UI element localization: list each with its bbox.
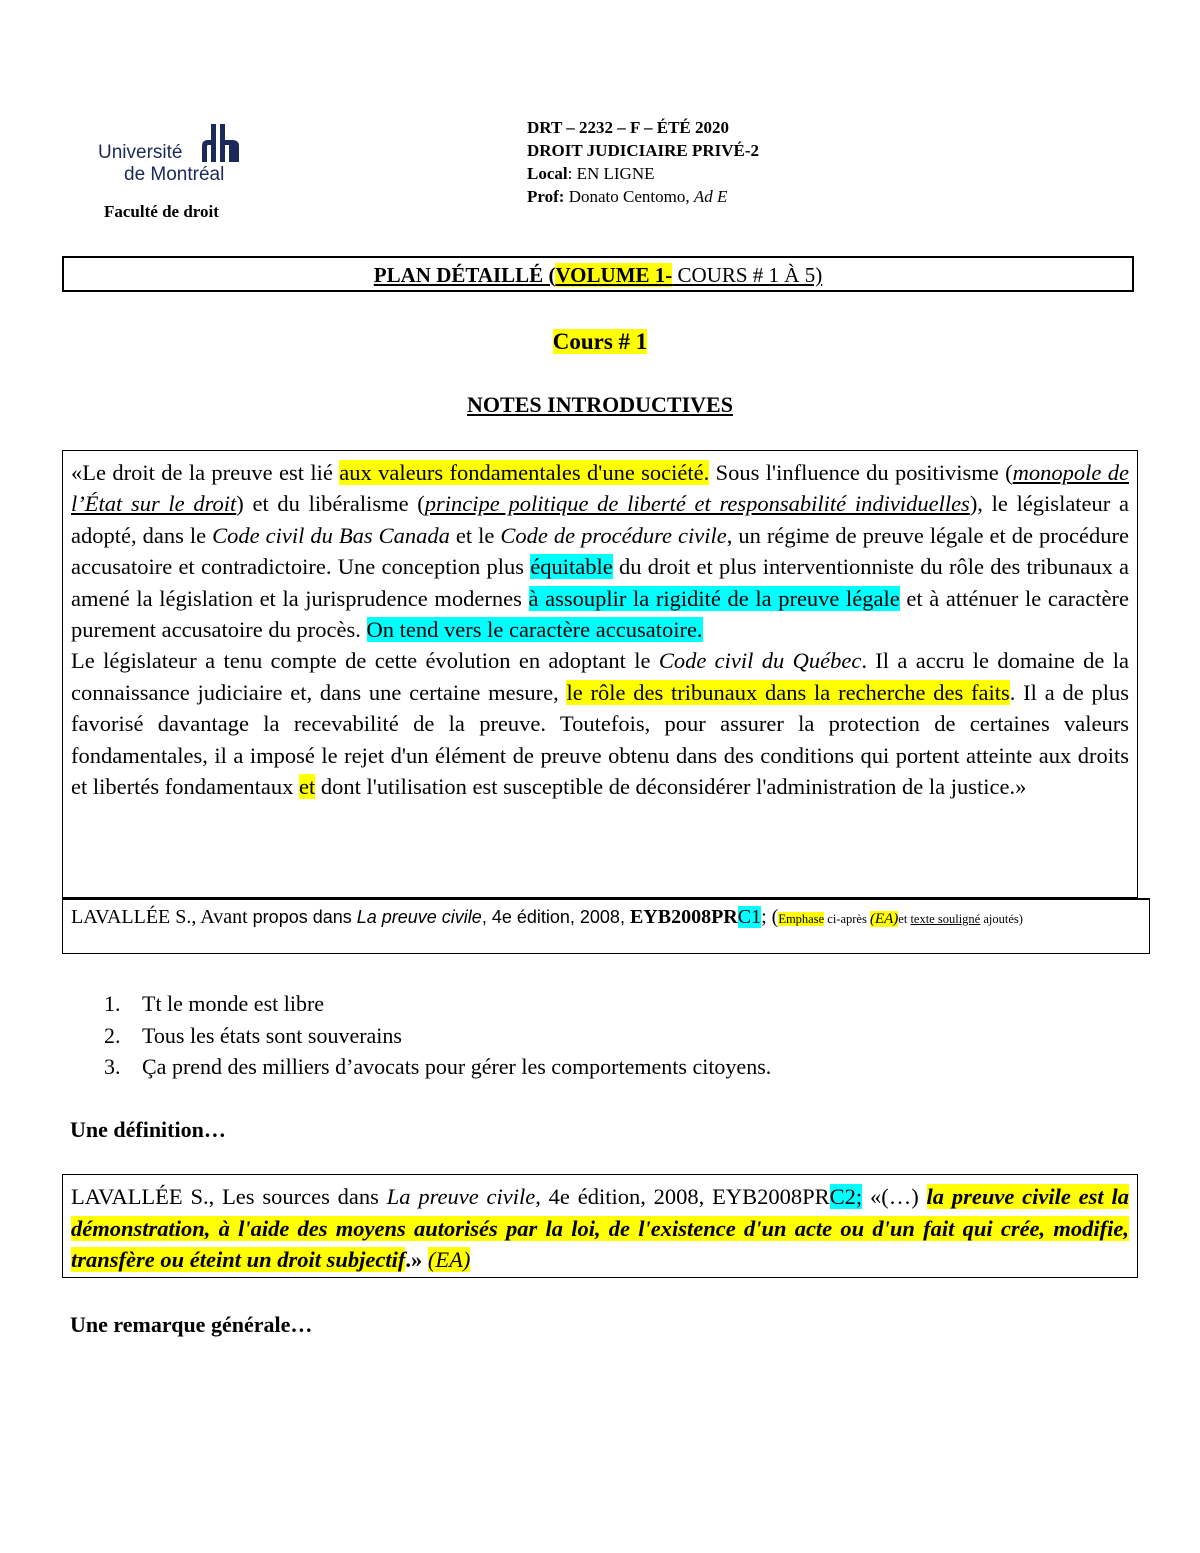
definition-title: Une définition… (70, 1117, 226, 1142)
plan-title: PLAN DÉTAILLÉ (VOLUME 1- COURS # 1 À 5) (373, 263, 823, 287)
remark-title: Une remarque générale… (70, 1312, 313, 1337)
course-info (527, 116, 759, 208)
course-code: DRT – 2232 – F – ÉTÉ 2020 (527, 118, 730, 137)
citation-box (62, 898, 1150, 954)
quote-paragraph-2: Le législateur a tenu compte de cette évolution en adoptant le Code civil du Québec. Il a accru le domaine de la connaissance judiciaire et, dans une certaine mesure, le rôle des tribunaux dans la recherche des faits. Il a de plus favorisé davantage la recevabilité de la preuve. Toutefois, pour assurer la protection de certaines valeurs fondamentales, il a imposé le rejet d'un élément de preuve obtenu dans des conditions qui portent atteinte aux droits et libertés fondamentaux et dont l'utilisation est susceptible de déconsidérer l'administration de la justice.» (71, 648, 1129, 800)
cours-title: Cours # 1 (552, 329, 648, 354)
citation-text: LAVALLÉE S., Avant propos dans La preuve civile, 4e édition, 2008, EYB2008PRC1; (Emphase ci-après (EA)et texte souligné ajoutés) (71, 906, 1023, 928)
course-prof: Prof: Donato Centomo, Ad E (527, 187, 728, 206)
logo-line-2: de Montréal (124, 164, 225, 185)
quote-box (62, 450, 1138, 898)
course-name: DROIT JUDICIAIRE PRIVÉ-2 (527, 141, 760, 160)
course-local: Local: EN LIGNE (527, 164, 655, 183)
numbered-list (100, 988, 771, 1083)
logo-line-1: Université (98, 142, 183, 163)
section-title: NOTES INTRODUCTIVES (467, 392, 733, 417)
definition-box (62, 1174, 1138, 1278)
faculty-name: Faculté de droit (104, 202, 219, 221)
definition-text: LAVALLÉE S., Les sources dans La preuve civile, 4e édition, 2008, EYB2008PRC2; «(…) la preuve civile est la démonstration, à l'aide des moyens autorisés par la loi, de l'existence d'un acte ou d'un fait qui crée, modifie, transfère ou éteint un droit subjectif.» (EA) (71, 1184, 1129, 1272)
university-logo (98, 122, 258, 192)
list-item: 3. Ça prend des milliers d’avocats pour gérer les comportements citoyens. (104, 1054, 772, 1079)
quote-text (71, 457, 1129, 802)
university-emblem-icon (202, 122, 240, 164)
list-item: 2. Tous les états sont souverains (104, 1022, 402, 1048)
quote-paragraph-1: «Le droit de la preuve est lié aux valeurs fondamentales d'une société. Sous l'influence du positivisme (monopole de l’État sur le droit) et du libéralisme (principe politique de liberté et responsabilité individuelles), le législateur a adopté, dans le Code civil du Bas Canada et le Code de procédure civile, un régime de preuve légale et de procédure accusatoire et contradictoire. Une conception plus équitable du droit et plus interventionniste du rôle des tribunaux a amené la législation et la jurisprudence modernes à assouplir la rigidité de la preuve légale et à atténuer le caractère purement accusatoire du procès. On tend vers le caractère accusatoire. (71, 460, 1129, 643)
plan-title-box (62, 256, 1134, 292)
list-item: 1. Tt le monde est libre (104, 991, 325, 1016)
